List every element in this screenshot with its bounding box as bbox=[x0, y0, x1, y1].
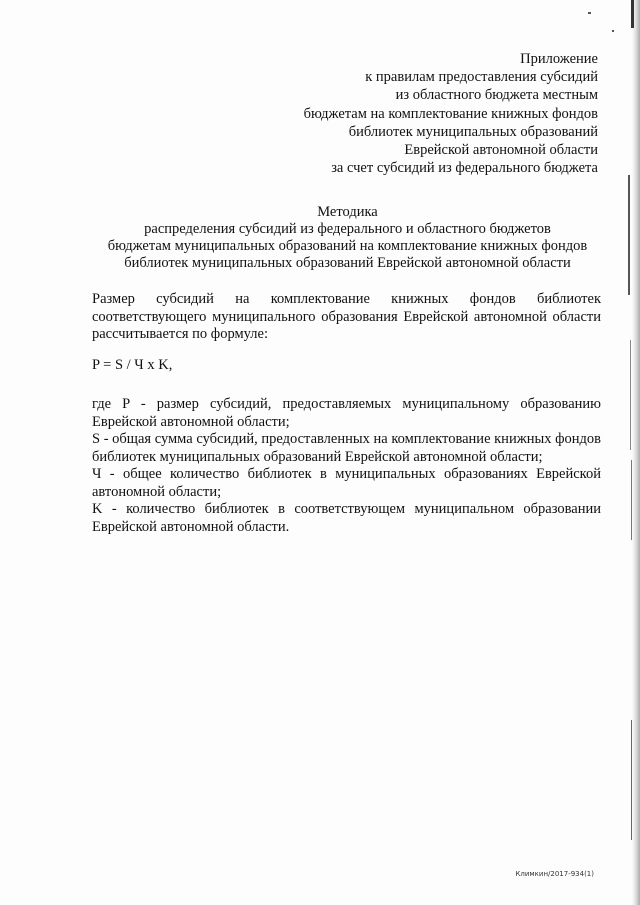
scan-artifact bbox=[630, 340, 631, 450]
scan-artifact bbox=[631, 720, 632, 840]
intro-paragraph-block bbox=[92, 291, 601, 344]
definition-item: S - общая сумма субсидий, предоставленных на комплектование книжных фондов библиотек муниципальных образований Еврейской автономной области; bbox=[92, 431, 601, 465]
appendix-line: к правилам предоставления субсидий bbox=[365, 69, 598, 86]
scan-artifact bbox=[631, 0, 634, 28]
formula-block bbox=[92, 357, 601, 375]
definition-item: K - количество библиотек в соответствующем муниципальном образовании Еврейской автономной области. bbox=[92, 501, 601, 535]
method-subtitle-line: распределения субсидий из федерального и областного бюджетов bbox=[144, 221, 551, 237]
definition-item: где P - размер субсидий, предоставляемых муниципальному образованию Еврейской автономной области; bbox=[92, 396, 601, 430]
scan-speck bbox=[588, 12, 591, 14]
method-subtitle-line: бюджетам муниципальных образований на комплектование книжных фондов bbox=[107, 238, 588, 254]
appendix-line: из областного бюджета местным bbox=[395, 87, 598, 104]
intro-paragraph: Размер субсидий на комплектование книжных фондов библиотек соответствующего муниципального образования Еврейской автономной области рассчитывается по формуле: bbox=[92, 291, 601, 342]
appendix-line: бюджетам на комплектование книжных фондов bbox=[303, 105, 598, 122]
appendix-line: за счет субсидий из федерального бюджета bbox=[331, 160, 598, 177]
scan-edge-shadow bbox=[632, 0, 640, 905]
appendix-line: Еврейской автономной области bbox=[404, 142, 598, 159]
appendix-line: библиотек муниципальных образований bbox=[348, 123, 598, 140]
method-subtitle-line: библиотек муниципальных образований Еврейской автономной области bbox=[124, 255, 571, 271]
scan-artifact bbox=[631, 460, 632, 540]
document-code: Климкин/2017-934(1) bbox=[515, 870, 594, 878]
definitions-block bbox=[92, 396, 601, 536]
scan-speck bbox=[612, 30, 614, 32]
method-heading: Методика bbox=[317, 204, 378, 220]
formula: P = S / Ч x K, bbox=[92, 357, 173, 373]
method-title-block bbox=[60, 204, 635, 272]
definition-item: Ч - общее количество библиотек в муниципальных образованиях Еврейской автономной области; bbox=[92, 466, 601, 500]
appendix-line: Приложение bbox=[520, 51, 598, 67]
appendix-header bbox=[218, 50, 598, 177]
